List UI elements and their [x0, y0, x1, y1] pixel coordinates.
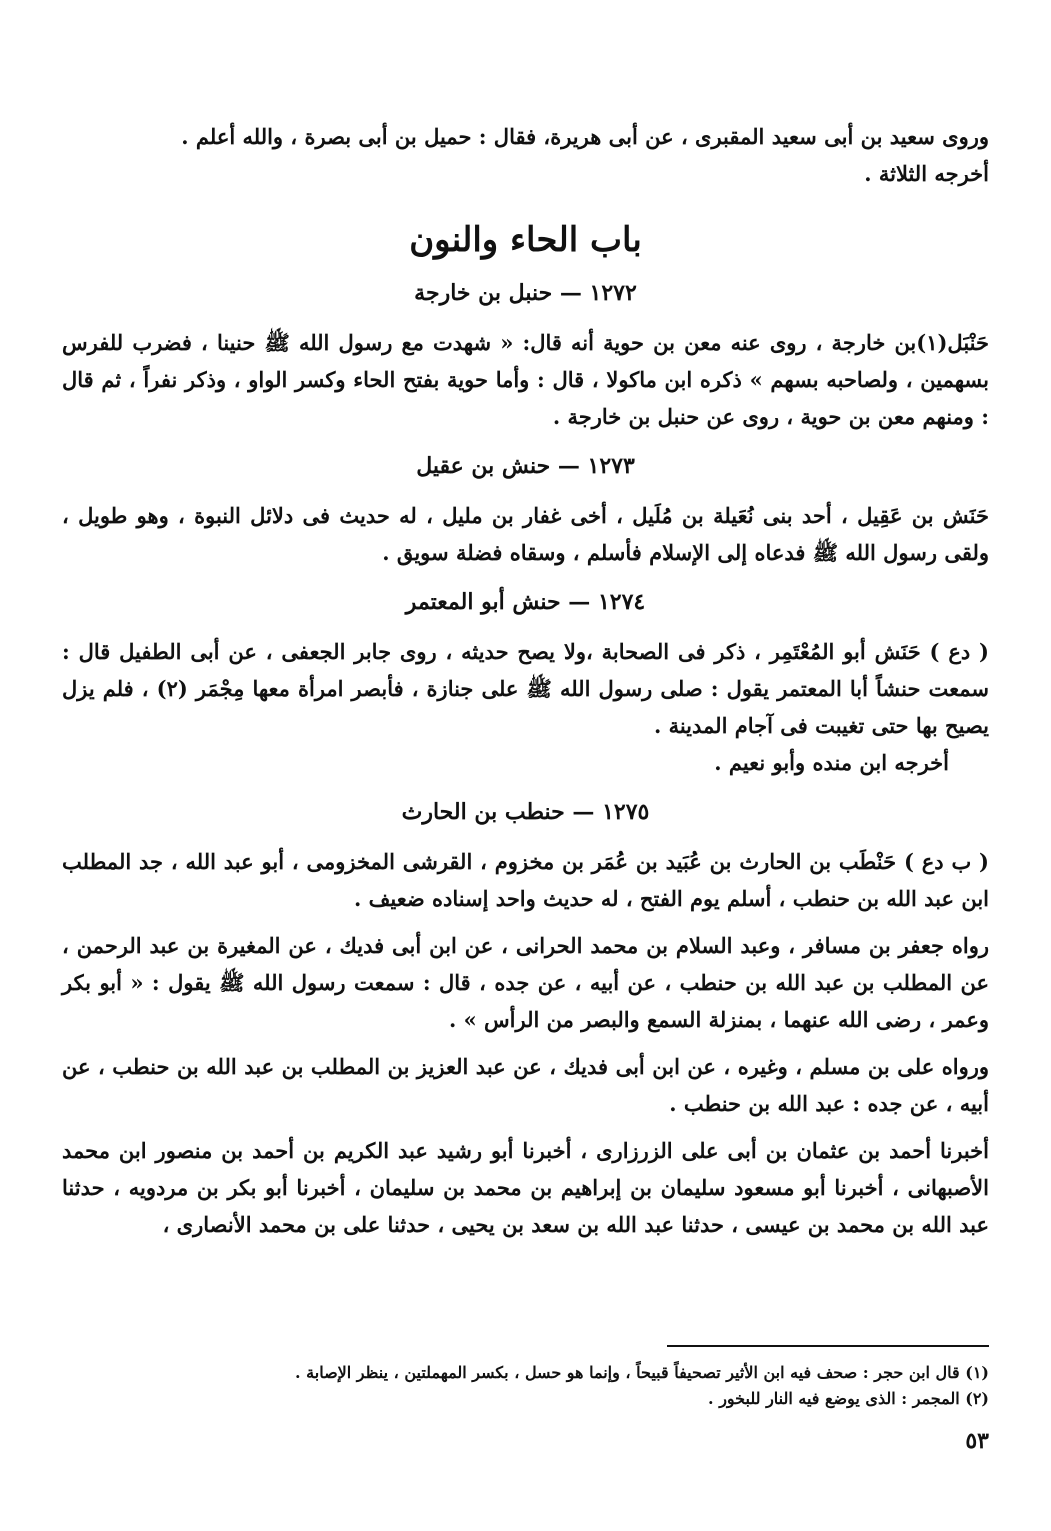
entry-title-1275: ١٢٧٥ — حنطب بن الحارث	[401, 799, 650, 825]
entry-paragraph: رواه جعفر بن مسافر ، وعبد السلام بن محمد الحرانى ، عن ابن أبى فديك ، عن المغيرة بن عبد الرحمن ، عن المطلب بن عبد الله بن حنطب ، عن أبيه ، عن جده ، قال : سمعت رسول الله ﷺ يقول : « أبو بكر وعمر ، رضى الله عنهما ، بمنزلة السمع والبصر من الرأس » .	[62, 933, 989, 1032]
entry-paragraph: ( دع ) حَنَش أبو المُعْتَمِر ، ذكر فى الصحابة ،ولا يصح حديثه ، روى جابر الجعفى ، عن أبى الطفيل قال : سمعت حنشاً أبا المعتمر يقول : صلى رسول الله ﷺ على جنازة ، فأبصر امرأة معها مِجْمَر (٢) ، فلم يزل يصيح بها حتى تغيبت فى آجام المدينة .	[62, 639, 989, 738]
entry-title-1274: ١٢٧٤ — حنش أبو المعتمر	[405, 589, 646, 615]
footnote-1: (١) قال ابن حجر : صحف فيه ابن الأثير تصحيفاً قبيحاً ، وإنما هو حسل ، بكسر المهملتين ، ينظر الإصابة .	[295, 1363, 989, 1382]
footnotes	[140, 1360, 989, 1412]
entry-paragraph: ورواه على بن مسلم ، وغيره ، عن ابن أبى فديك ، عن عبد العزيز بن المطلب بن عبد الله بن حنطب ، عن أبيه ، عن جده : عبد الله بن حنطب .	[62, 1054, 989, 1116]
intro-line2: أخرجه الثلاثة .	[864, 161, 989, 186]
entry-title-1273: ١٢٧٣ — حنش بن عقيل	[416, 453, 635, 479]
page-number: ٥٣	[965, 1428, 989, 1454]
footnote-divider	[667, 1345, 989, 1347]
entry-title-1272: ١٢٧٢ — حنبل بن خارجة	[414, 280, 637, 306]
intro-text: وروى سعيد بن أبى سعيد المقبرى ، عن أبى هريرة، فقال : حميل بن أبى بصرة ، والله أعلم .	[181, 124, 989, 149]
footnote-2: (٢) المجمر : الذى يوضع فيه النار للبخور .	[708, 1389, 989, 1408]
entry-paragraph: ( ب دع ) حَنْطَب بن الحارث بن عُبَيد بن عُمَر بن مخزوم ، القرشى المخزومى ، أبو عبد الله ، جد المطلب ابن عبد الله بن حنطب ، أسلم يوم الفتح ، له حديث واحد إسناده ضعيف .	[62, 849, 989, 911]
intro-paragraph	[62, 118, 989, 192]
entry-paragraph: أخبرنا أحمد بن عثمان بن أبى على الزرزارى ، أخبرنا أبو رشيد عبد الكريم بن أحمد بن منصور ابن محمد الأصبهانى ، أخبرنا أبو مسعود سليمان بن إبراهيم بن محمد بن سليمان ، أخبرنا أبو بكر بن مردويه ، حدثنا عبد الله بن محمد بن عيسى ، حدثنا عبد الله بن سعد بن يحيى ، حدثنا على بن محمد الأنصارى ،	[62, 1138, 989, 1237]
entry-attribution: أخرجه ابن منده وأبو نعيم .	[714, 750, 949, 775]
entry-paragraph: حَنْبَل(١)بن خارجة ، روى عنه معن بن حوية أنه قال: « شهدت مع رسول الله ﷺ حنينا ، فضرب للفرس بسهمين ، ولصاحبه بسهم » ذكره ابن ماكولا ، قال : وأما حوية بفتح الحاء وكسر الواو ، وذكر نفراً ، ثم قال : ومنهم معن بن حوية ، روى عن حنبل بن خارجة .	[62, 330, 989, 429]
entry-paragraph: حَنَش بن عَقِيل ، أحد بنى نُعَيلة بن مُلَيل ، أخى غفار بن مليل ، له حديث فى دلائل النبوة ، وهو طويل ، ولقى رسول الله ﷺ فدعاه إلى الإسلام فأسلم ، وسقاه فضلة سويق .	[62, 503, 989, 565]
chapter-title: باب الحاء والنون	[409, 220, 642, 260]
